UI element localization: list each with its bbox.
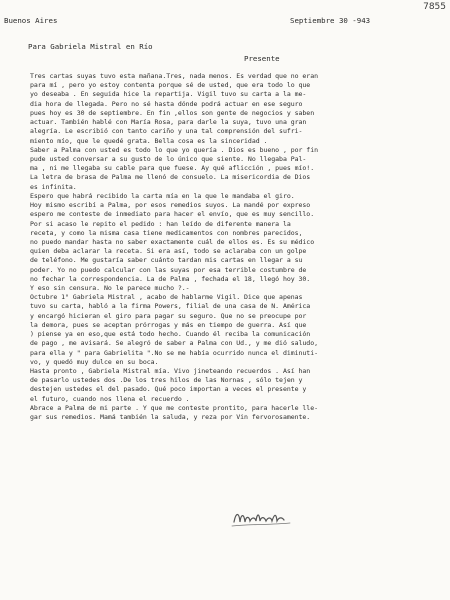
letter-body-line: Hoy mismo escribí a Palma, por esos remedios suyos. La mandé por expreso [30, 201, 311, 210]
handwritten-signature [230, 506, 302, 534]
letter-body-line: receta, y como la misma casa tiene medicamentos con nombres parecidos, [30, 228, 303, 237]
letter-body-line: de pago , me avisará. Se alegró de saber a Palma con Ud., y me dió saludo, [30, 339, 318, 348]
signature-scribble [230, 506, 302, 530]
letter-body-line: actuar. También hablé con María Rosa, para darle la suya, tuvo una gran [30, 118, 307, 127]
letter-body-line: ma , ni me llegaba su cable para que fuese. Ay qué aflicción , pues mío!. [30, 164, 315, 173]
letter-body-line: el futuro, cuando nos llena el recuerdo . [30, 394, 190, 403]
letter-body-line: es infinita. [30, 182, 77, 191]
letter-body-line: destejen ustedes el del pasado. Qué poco importan a veces el presente y [30, 385, 307, 394]
letter-body-line: Octubre 1° Gabriela Mistral , acabo de hablarme Vigil. Dice que apenas [30, 293, 303, 302]
letter-city: Buenos Aires [4, 16, 58, 25]
letter-body-line: Abrace a Palma de mi parte . Y que me conteste prontito, para hacerle lle- [30, 403, 318, 412]
letter-body-line: La letra de brasa de Palma me llenó de consuelo. La misericordia de Dios [30, 173, 311, 182]
letter-body-line: no puedo mandar hasta no saber exactamente cuál de ellos es. Es su médico [30, 237, 315, 246]
letter-body-line: y encargó hicieran el giro para pagar su seguro. Que no se preocupe por [30, 311, 307, 320]
letter-body-line: la demora, pues se aceptan prórrogas y más en tiempo de guerra. Así que [30, 320, 307, 329]
letter-body-line: de teléfono. Me gustaría saber cuánto tardan mis cartas en llegar a su [30, 256, 303, 265]
letter-body-line: para ella y " para Gabrielita ".No se me había ocurrido nunca el diminuti- [30, 348, 318, 357]
letter-body-line: no fechar la correspondencia. La de Palma , fechada el 18, llegó hoy 30. [30, 274, 311, 283]
letter-body-line: yo deseaba . En seguida hice la repartija. Vigil tuvo su carta a la me- [30, 90, 307, 99]
archive-reference-number: 7855 [423, 2, 446, 12]
letter-body-line: espero me conteste de inmediato para hacer el envío, que es muy sencillo. [30, 210, 315, 219]
letter-body-line: pues hoy es 30 de septiembre. En fin ,ellos son gente de negocios y saben [30, 108, 315, 117]
letter-body-line: miento mío, que le quedé grata. Bella cosa es la sinceridad . [30, 136, 268, 145]
letter-body-line: quien deba aclarar la receta. Si era así, todo se aclaraba con un golpe [30, 247, 307, 256]
letter-body-line: tuvo su carta, habló a la firma Powers, filial de una casa de N. América [30, 302, 311, 311]
letter-body-line: pude usted conversar a su gusto de lo único que siente. No llegaba Pal- [30, 154, 307, 163]
letter-body-line: para mí , pero yo estoy contenta porque sé de usted, que era todo lo que [30, 81, 311, 90]
letter-body-line: Tres cartas suyas tuvo esta mañana.Tres, nada menos. Es verdad que no eran [30, 72, 318, 80]
letter-body-line: Saber a Palma con usted es todo lo que yo quería . Dios es bueno , por fin [30, 145, 318, 154]
letter-body-line: dia hora de llegada. Pero no sé hasta dónde podrá actuar en ese seguro [30, 99, 303, 108]
letter-body-line: gar sus remedios. Mamá también la saluda, y reza por Vin fervorosamente. [30, 413, 311, 422]
letter-body-line: Espero que habrá recibido la carta mía en la que le mandaba el giro. [30, 191, 295, 200]
letter-salutation: Para Gabriela Mistral en Río [28, 42, 153, 51]
letter-body-line: Y eso sin censura. No le parece mucho ?.- [30, 284, 190, 293]
letter-body [30, 72, 444, 422]
letter-body-line: ) piense ya en eso,que está todo hecho. Cuando él reciba la comunicación [30, 330, 311, 339]
letter-date: Septiembre 30 -943 [290, 16, 371, 25]
letter-presente: Presente [244, 54, 280, 63]
letter-body-line: de pasarlo ustedes dos .De los tres hilos de las Nornas , sólo tejen y [30, 376, 303, 385]
letter-body-line: Hasta pronto , Gabriela Mistral mía. Vivo jineteando recuerdos . Así han [30, 367, 311, 375]
letter-body-line: alegría. Le escribió con tanto cariño y una tal comprensión del sufri- [30, 127, 303, 136]
letter-body-line: Por si acaso le repito el pedido : han leído de diferente manera la [30, 219, 291, 228]
letter-body-line: poder. Yo no puedo calcular con las suyas por esa terrible costumbre de [30, 265, 307, 274]
letter-body-line: vo, y quedó muy dulce en su boca. [30, 357, 159, 366]
